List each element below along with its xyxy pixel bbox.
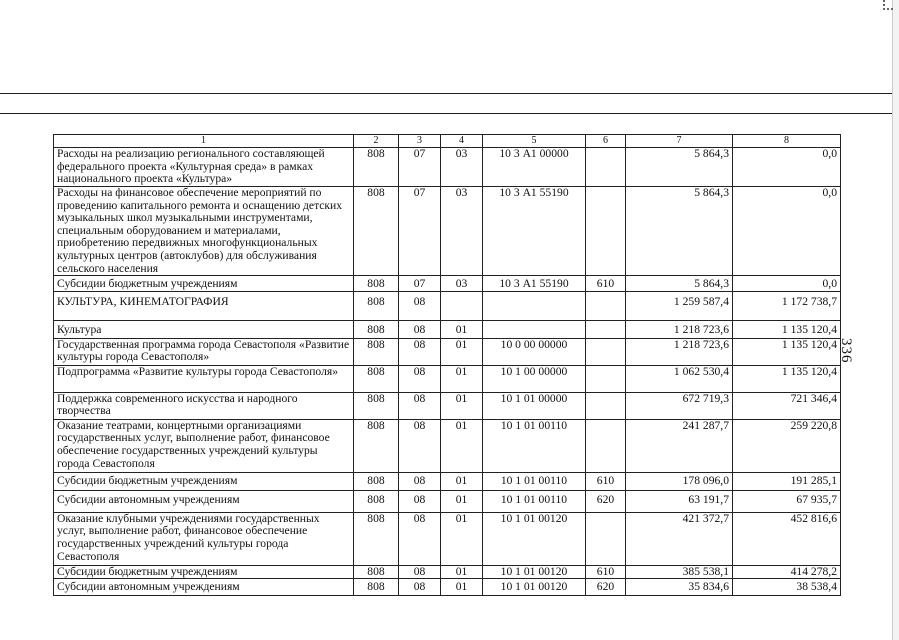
row-name: Расходы на финансовое обеспечение мероприятий по проведению капитального ремонта и оснащению детских музыкальных школ музыкальными инструментами, специальным оборудованием и материалами, приобретению передвижных многофункциональных культурных центров (автоклубов) для обслуживания сельского населения bbox=[54, 187, 354, 276]
cell-expense-type bbox=[586, 320, 626, 338]
table-header-row bbox=[54, 135, 841, 148]
table-row bbox=[54, 338, 841, 365]
cell-target-article: 10 1 01 00120 bbox=[483, 565, 586, 579]
table-row bbox=[54, 392, 841, 419]
cell-expense-type: 610 bbox=[586, 276, 626, 292]
cell-amount-1: 1 218 723,6 bbox=[626, 338, 733, 365]
cell-expense-type bbox=[586, 338, 626, 365]
cell-subsection: 03 bbox=[441, 276, 483, 292]
row-name: Подпрограмма «Развитие культуры города Севастополя» bbox=[54, 365, 354, 392]
cell-expense-type: 620 bbox=[586, 490, 626, 512]
cell-section: 08 bbox=[399, 490, 441, 512]
column-header: 7 bbox=[626, 135, 733, 148]
cell-section: 08 bbox=[399, 565, 441, 579]
column-header: 2 bbox=[354, 135, 399, 148]
row-name: Субсидии бюджетным учреждениям bbox=[54, 472, 354, 490]
cell-ministry-code: 808 bbox=[354, 276, 399, 292]
column-header: 1 bbox=[54, 135, 354, 148]
table-row bbox=[54, 291, 841, 320]
table-row bbox=[54, 419, 841, 472]
cell-ministry-code: 808 bbox=[354, 419, 399, 472]
cell-expense-type: 620 bbox=[586, 579, 626, 596]
cell-amount-2: 721 346,4 bbox=[733, 392, 841, 419]
cell-ministry-code: 808 bbox=[354, 187, 399, 276]
cell-target-article: 10 1 00 00000 bbox=[483, 365, 586, 392]
cell-subsection: 01 bbox=[441, 365, 483, 392]
cell-subsection: 01 bbox=[441, 472, 483, 490]
table-row bbox=[54, 320, 841, 338]
page-number: 336 bbox=[838, 338, 854, 364]
cell-amount-2: 452 816,6 bbox=[733, 512, 841, 565]
cell-subsection: 01 bbox=[441, 419, 483, 472]
cell-section: 08 bbox=[399, 392, 441, 419]
page-edge bbox=[892, 0, 899, 640]
row-name: Оказание клубными учреждениями государственных услуг, выполнение работ, финансовое обеспечение государственных учреждений культуры города Севастополя bbox=[54, 512, 354, 565]
cell-ministry-code: 808 bbox=[354, 148, 399, 187]
cell-amount-2: 1 135 120,4 bbox=[733, 338, 841, 365]
cell-target-article: 10 1 01 00110 bbox=[483, 419, 586, 472]
cell-subsection: 03 bbox=[441, 148, 483, 187]
cell-target-article: 10 1 01 00110 bbox=[483, 472, 586, 490]
cell-ministry-code: 808 bbox=[354, 291, 399, 320]
cell-expense-type bbox=[586, 512, 626, 565]
cell-amount-2: 1 135 120,4 bbox=[733, 365, 841, 392]
table-row bbox=[54, 490, 841, 512]
table-row bbox=[54, 472, 841, 490]
cell-section: 08 bbox=[399, 338, 441, 365]
table-row bbox=[54, 276, 841, 292]
cell-section: 08 bbox=[399, 291, 441, 320]
row-name: Культура bbox=[54, 320, 354, 338]
cell-subsection bbox=[441, 291, 483, 320]
scan-line bbox=[0, 93, 899, 94]
table-row bbox=[54, 365, 841, 392]
cell-amount-1: 1 218 723,6 bbox=[626, 320, 733, 338]
column-header: 5 bbox=[483, 135, 586, 148]
cell-section: 07 bbox=[399, 148, 441, 187]
row-name: Государственная программа города Севастополя «Развитие культуры города Севастополя» bbox=[54, 338, 354, 365]
cell-section: 08 bbox=[399, 472, 441, 490]
cell-expense-type bbox=[586, 365, 626, 392]
cell-subsection: 01 bbox=[441, 579, 483, 596]
cell-amount-1: 5 864,3 bbox=[626, 276, 733, 292]
cell-target-article: 10 1 01 00110 bbox=[483, 490, 586, 512]
row-name: Поддержка современного искусства и народного творчества bbox=[54, 392, 354, 419]
cell-section: 08 bbox=[399, 320, 441, 338]
row-name: Субсидии автономным учреждениям bbox=[54, 579, 354, 596]
cell-amount-2: 0,0 bbox=[733, 148, 841, 187]
scan-line bbox=[0, 113, 899, 114]
column-header: 4 bbox=[441, 135, 483, 148]
table-row bbox=[54, 148, 841, 187]
cell-expense-type: 610 bbox=[586, 472, 626, 490]
cell-expense-type bbox=[586, 148, 626, 187]
cell-section: 08 bbox=[399, 419, 441, 472]
cell-ministry-code: 808 bbox=[354, 579, 399, 596]
cell-amount-1: 35 834,6 bbox=[626, 579, 733, 596]
table-row bbox=[54, 565, 841, 579]
cell-subsection: 01 bbox=[441, 392, 483, 419]
cell-ministry-code: 808 bbox=[354, 512, 399, 565]
cell-amount-2: 67 935,7 bbox=[733, 490, 841, 512]
row-name: Оказание театрами, концертными организациями государственных услуг, выполнение работ, финансовое обеспечение государственных учреждений культуры города Севастополя bbox=[54, 419, 354, 472]
cell-amount-2: 1 172 738,7 bbox=[733, 291, 841, 320]
cell-expense-type bbox=[586, 419, 626, 472]
cell-section: 08 bbox=[399, 365, 441, 392]
cell-section: 08 bbox=[399, 512, 441, 565]
cell-subsection: 01 bbox=[441, 490, 483, 512]
cell-target-article: 10 1 01 00120 bbox=[483, 579, 586, 596]
cell-section: 07 bbox=[399, 187, 441, 276]
column-header: 8 bbox=[733, 135, 841, 148]
cell-expense-type bbox=[586, 291, 626, 320]
cell-ministry-code: 808 bbox=[354, 490, 399, 512]
row-name: Субсидии бюджетным учреждениям bbox=[54, 276, 354, 292]
cell-expense-type bbox=[586, 187, 626, 276]
table-row bbox=[54, 512, 841, 565]
cell-amount-2: 0,0 bbox=[733, 276, 841, 292]
cell-ministry-code: 808 bbox=[354, 392, 399, 419]
cell-target-article: 10 3 А1 55190 bbox=[483, 276, 586, 292]
cell-ministry-code: 808 bbox=[354, 338, 399, 365]
cell-amount-2: 1 135 120,4 bbox=[733, 320, 841, 338]
cell-target-article: 10 3 А1 55190 bbox=[483, 187, 586, 276]
cell-amount-1: 421 372,7 bbox=[626, 512, 733, 565]
cell-amount-2: 259 220,8 bbox=[733, 419, 841, 472]
cell-subsection: 01 bbox=[441, 338, 483, 365]
cell-subsection: 01 bbox=[441, 565, 483, 579]
cell-target-article: 10 3 А1 00000 bbox=[483, 148, 586, 187]
cell-amount-1: 1 259 587,4 bbox=[626, 291, 733, 320]
cell-amount-1: 178 096,0 bbox=[626, 472, 733, 490]
row-name: Субсидии бюджетным учреждениям bbox=[54, 565, 354, 579]
cell-subsection: 01 bbox=[441, 512, 483, 565]
table-row bbox=[54, 579, 841, 596]
cell-amount-2: 0,0 bbox=[733, 187, 841, 276]
row-name: Субсидии автономным учреждениям bbox=[54, 490, 354, 512]
cell-ministry-code: 808 bbox=[354, 320, 399, 338]
cell-ministry-code: 808 bbox=[354, 472, 399, 490]
cell-amount-1: 5 864,3 bbox=[626, 187, 733, 276]
cell-target-article: 10 0 00 00000 bbox=[483, 338, 586, 365]
cell-target-article bbox=[483, 291, 586, 320]
cell-ministry-code: 808 bbox=[354, 565, 399, 579]
cell-ministry-code: 808 bbox=[354, 365, 399, 392]
cell-amount-1: 63 191,7 bbox=[626, 490, 733, 512]
cell-target-article: 10 1 01 00120 bbox=[483, 512, 586, 565]
cell-section: 07 bbox=[399, 276, 441, 292]
cell-amount-2: 414 278,2 bbox=[733, 565, 841, 579]
column-header: 6 bbox=[586, 135, 626, 148]
cell-amount-1: 672 719,3 bbox=[626, 392, 733, 419]
cell-amount-1: 385 538,1 bbox=[626, 565, 733, 579]
cell-section: 08 bbox=[399, 579, 441, 596]
cell-subsection: 03 bbox=[441, 187, 483, 276]
budget-table bbox=[53, 134, 841, 596]
page-corner bbox=[883, 0, 893, 10]
cell-amount-2: 191 285,1 bbox=[733, 472, 841, 490]
cell-amount-1: 1 062 530,4 bbox=[626, 365, 733, 392]
cell-expense-type bbox=[586, 392, 626, 419]
row-name: КУЛЬТУРА, КИНЕМАТОГРАФИЯ bbox=[54, 291, 354, 320]
cell-amount-1: 241 287,7 bbox=[626, 419, 733, 472]
row-name: Расходы на реализацию регионального составляющей федерального проекта «Культурная среда» в рамках национального проекта «Культура» bbox=[54, 148, 354, 187]
column-header: 3 bbox=[399, 135, 441, 148]
cell-expense-type: 610 bbox=[586, 565, 626, 579]
cell-amount-2: 38 538,4 bbox=[733, 579, 841, 596]
cell-subsection: 01 bbox=[441, 320, 483, 338]
cell-target-article: 10 1 01 00000 bbox=[483, 392, 586, 419]
cell-target-article bbox=[483, 320, 586, 338]
table-row bbox=[54, 187, 841, 276]
cell-amount-1: 5 864,3 bbox=[626, 148, 733, 187]
